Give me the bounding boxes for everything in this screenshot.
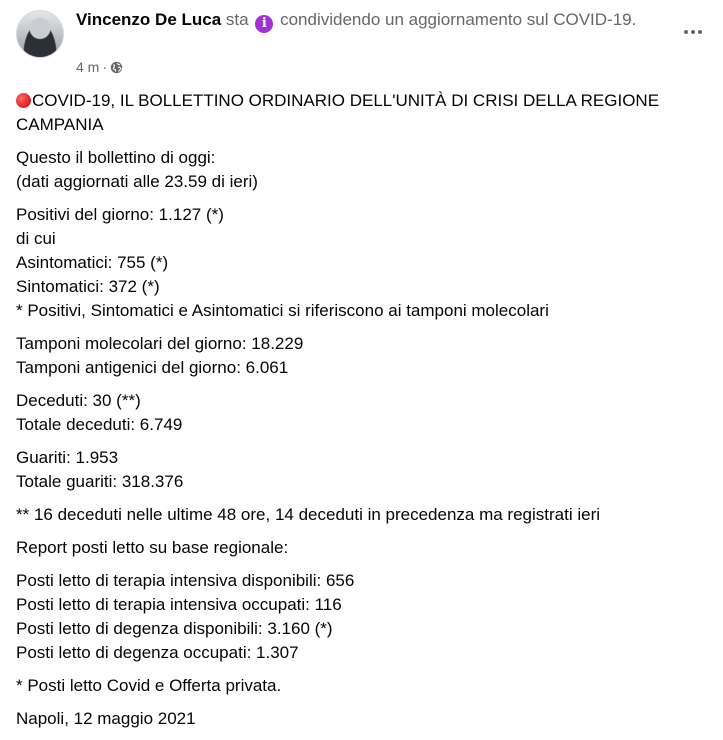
bulletin-title-text: COVID-19, IL BOLLETTINO ORDINARIO DELL'UNITÀ DI CRISI DELLA REGIONE CAMPANIA	[16, 91, 660, 134]
posti-letto-line: Posti letto di degenza occupati: 1.307	[16, 643, 299, 662]
tamponi-block	[16, 332, 706, 380]
deceduti-line: Deceduti: 30 (**)	[16, 391, 141, 410]
info-icon: i	[255, 15, 273, 33]
positivi-line: di cui	[16, 229, 56, 248]
deceduti-line: Totale deceduti: 6.749	[16, 415, 183, 434]
positivi-block	[16, 203, 706, 323]
red-circle-emoji	[16, 93, 31, 108]
posti-letto-line: Posti letto di terapia intensiva disponibili: 656	[16, 571, 355, 590]
meta-separator: ·	[102, 59, 108, 75]
post-headline	[76, 8, 666, 33]
posti-letto-note: * Posti letto Covid e Offerta privata.	[16, 676, 282, 695]
posti-letto-line: Posti letto di degenza disponibili: 3.160 (*)	[16, 619, 333, 638]
deceduti-block	[16, 389, 706, 437]
intro-line: Questo il bollettino di oggi:	[16, 148, 216, 167]
guariti-block	[16, 446, 706, 494]
positivi-line: Sintomatici: 372 (*)	[16, 277, 160, 296]
report-heading: Report posti letto su base regionale:	[16, 538, 289, 557]
tamponi-line: Tamponi antigenici del giorno: 6.061	[16, 358, 289, 377]
guariti-line: Guariti: 1.953	[16, 448, 119, 467]
positivi-note: * Positivi, Sintomatici e Asintomatici si riferiscono ai tamponi molecolari	[16, 301, 549, 320]
deceduti-note: ** 16 deceduti nelle ultime 48 ore, 14 deceduti in precedenza ma registrati ieri	[16, 505, 601, 524]
headline-verb: sta	[225, 10, 249, 29]
bulletin-title	[16, 89, 706, 137]
globe-icon[interactable]	[110, 61, 123, 74]
post-meta	[76, 59, 123, 75]
author-name[interactable]: Vincenzo De Luca	[76, 10, 222, 29]
post-body	[16, 89, 706, 740]
author-avatar[interactable]	[16, 10, 64, 58]
posti-letto-block	[16, 569, 706, 665]
more-options-icon[interactable]	[679, 22, 707, 42]
signature: Napoli, 12 maggio 2021	[16, 709, 196, 728]
positivi-line: Asintomatici: 755 (*)	[16, 253, 169, 272]
tamponi-line: Tamponi molecolari del giorno: 18.229	[16, 334, 304, 353]
posti-letto-line: Posti letto di terapia intensiva occupati: 116	[16, 595, 342, 614]
intro-line: (dati aggiornati alle 23.59 di ieri)	[16, 172, 258, 191]
post-timestamp[interactable]: 4 m	[76, 59, 100, 75]
post-header	[16, 8, 707, 84]
headline-activity: condividendo un aggiornamento sul COVID-19.	[280, 10, 637, 29]
guariti-line: Totale guariti: 318.376	[16, 472, 184, 491]
positivi-line: Positivi del giorno: 1.127 (*)	[16, 205, 224, 224]
intro-block	[16, 146, 706, 194]
